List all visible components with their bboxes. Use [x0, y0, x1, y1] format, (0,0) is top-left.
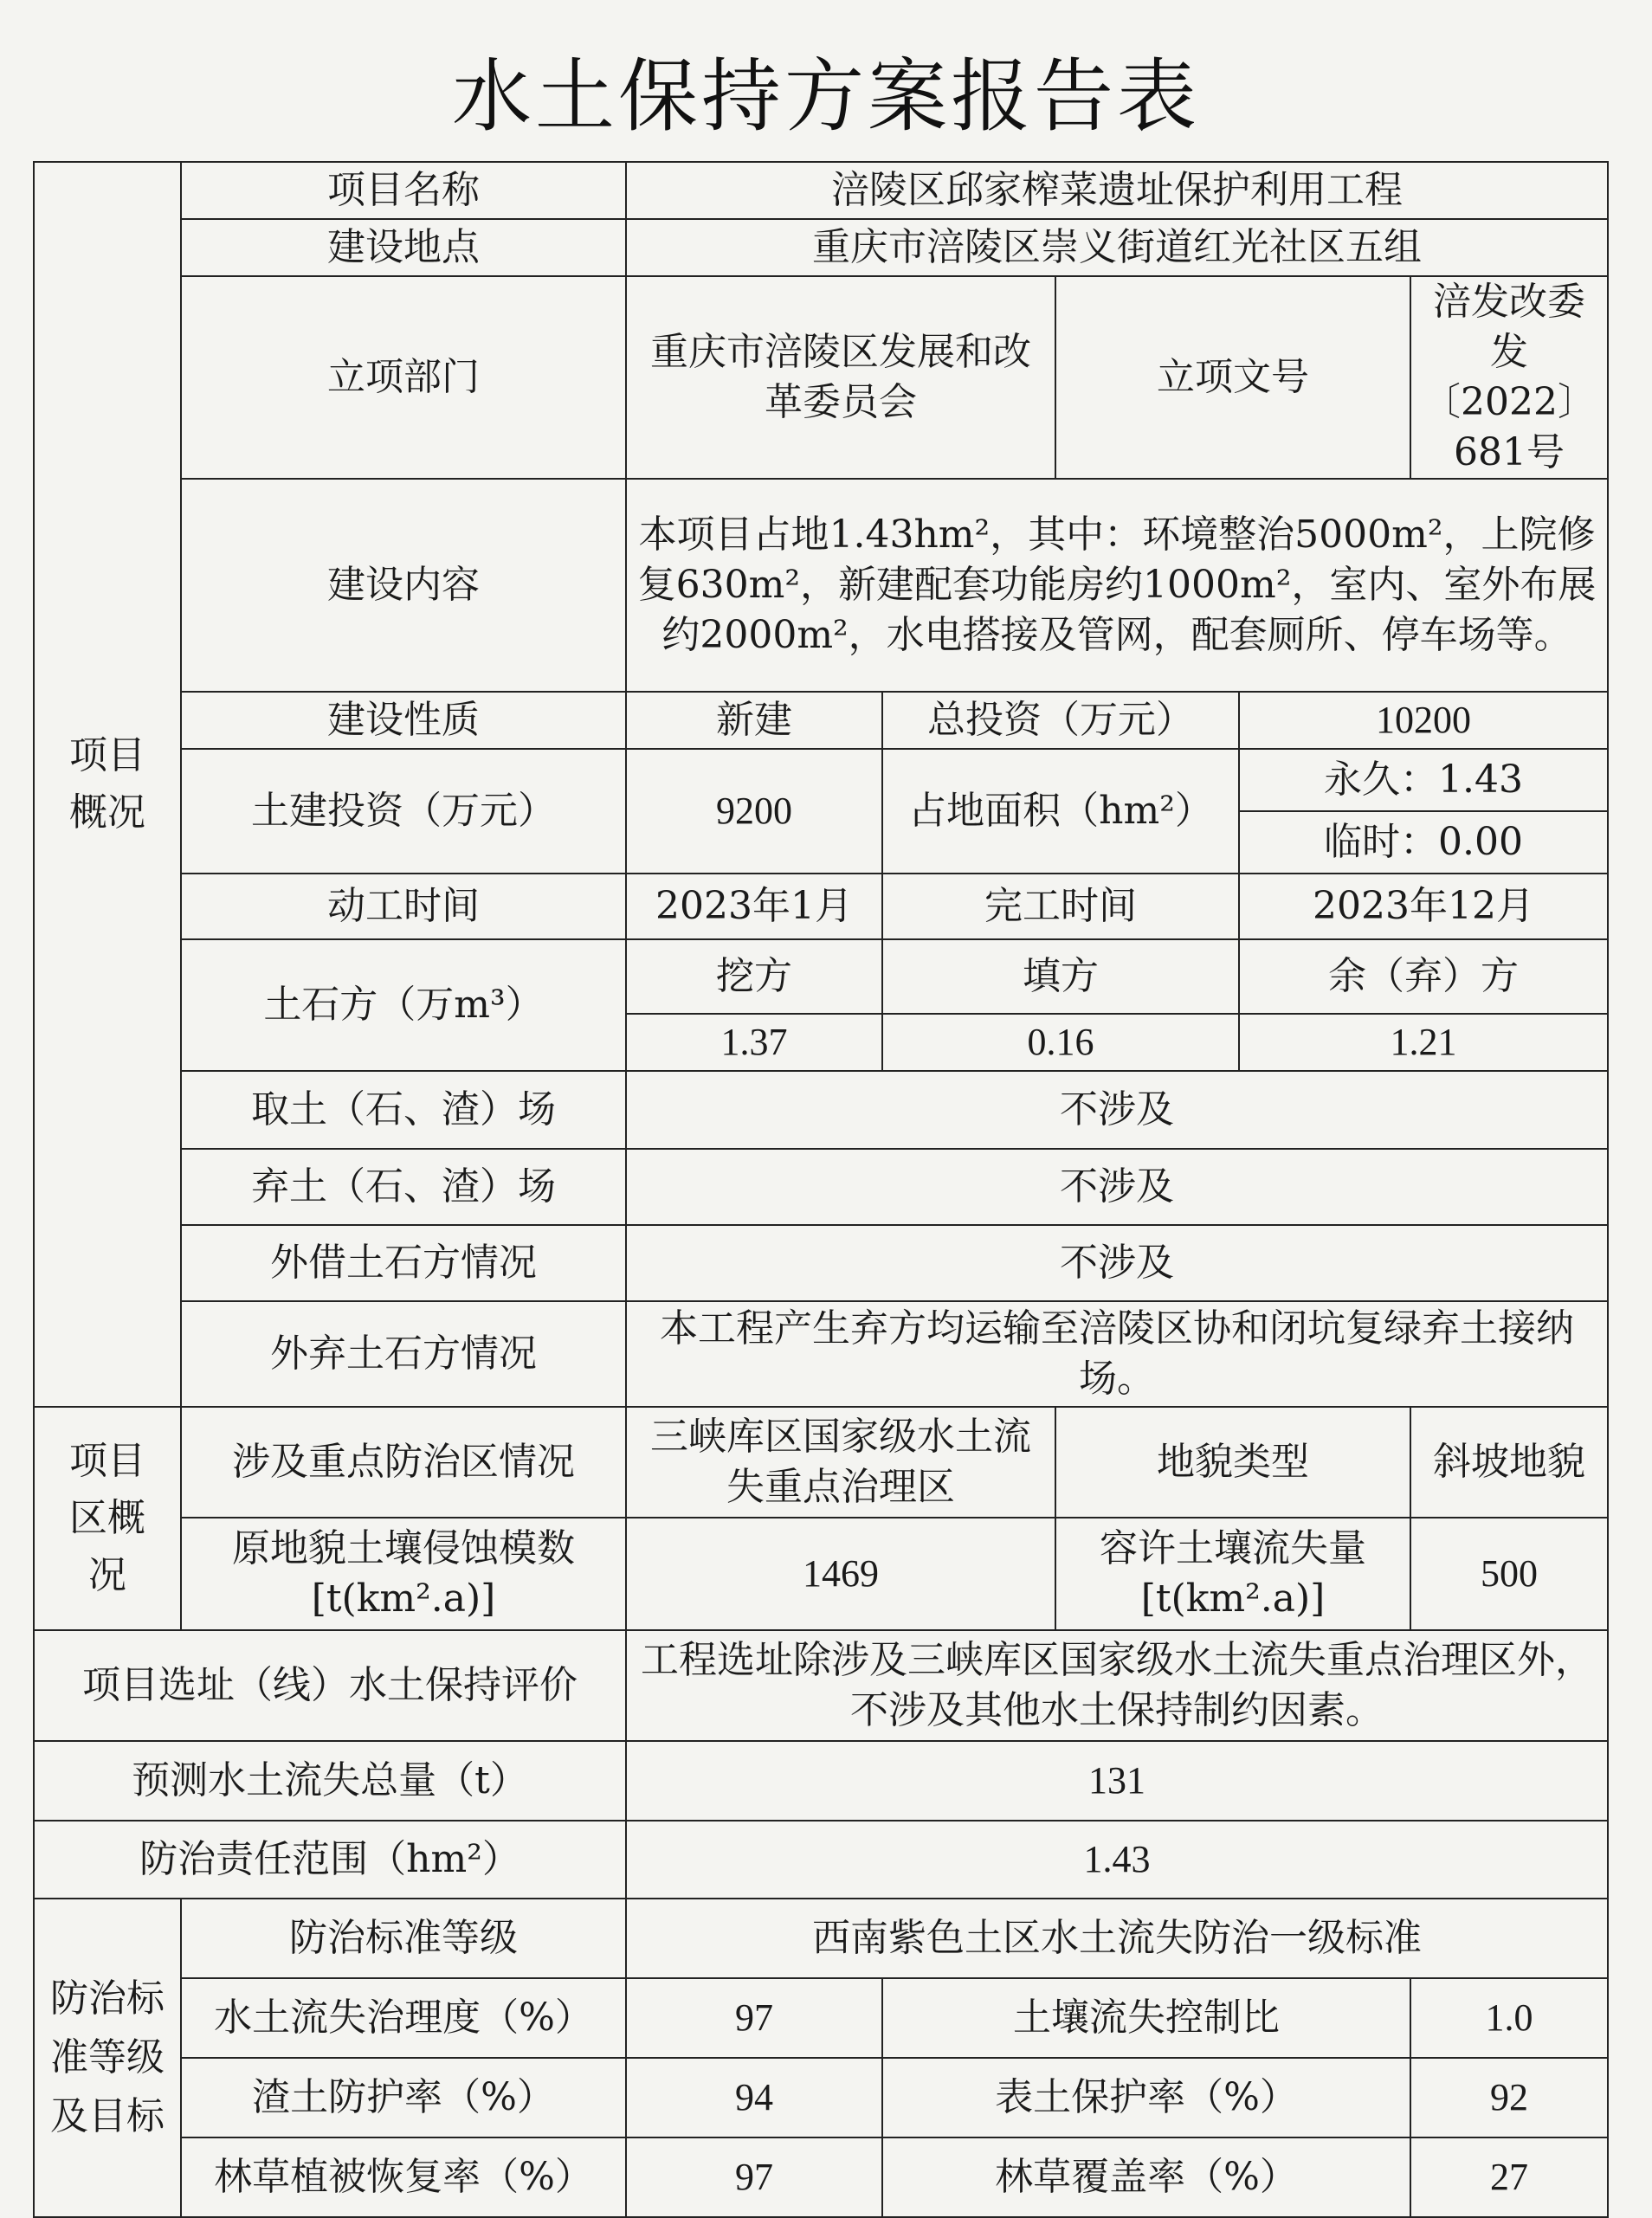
row-nature: [34, 692, 1608, 749]
grade-label: 防治标准等级: [181, 1899, 626, 1978]
dept-label: 立项部门: [181, 276, 626, 479]
topsoil-label: 表土保护率（%）: [882, 2058, 1410, 2137]
end-value: 2023年12月: [1239, 874, 1608, 939]
location-label: 建设地点: [181, 219, 626, 276]
end-label: 完工时间: [882, 874, 1239, 939]
start-label: 动工时间: [181, 874, 626, 939]
ext-borrow-label: 外借土石方情况: [181, 1225, 626, 1301]
borrow-site-value: 不涉及: [626, 1071, 1608, 1149]
row-borrow-site: [34, 1071, 1608, 1149]
row-erosion: [34, 1518, 1608, 1630]
civil-invest-value: 9200: [626, 749, 882, 874]
row-dump-site: [34, 1149, 1608, 1225]
row-schedule: [34, 874, 1608, 939]
erosion-value: 1469: [626, 1518, 1055, 1630]
grade-value: 西南紫色土区水土流失防治一级标准: [626, 1899, 1608, 1978]
row-grade: [34, 1899, 1608, 1978]
fill-value: 0.16: [882, 1014, 1239, 1071]
spoil-label: 余（弃）方: [1239, 939, 1608, 1014]
earthwork-label: 土石方（万m³）: [181, 939, 626, 1071]
location-value: 重庆市涪陵区崇义街道红光社区五组: [626, 219, 1608, 276]
content-label: 建设内容: [181, 479, 626, 692]
control-degree-label: 水土流失治理度（%）: [181, 1978, 626, 2058]
fill-label: 填方: [882, 939, 1239, 1014]
key-zone-value: 三峡库区国家级水土流失重点治理区: [626, 1407, 1055, 1518]
dump-site-value: 不涉及: [626, 1149, 1608, 1225]
scope-value: 1.43: [626, 1821, 1608, 1899]
row-location: [34, 219, 1608, 276]
cut-value: 1.37: [626, 1014, 882, 1071]
area-temporary: 临时：0.00: [1239, 811, 1608, 874]
ext-dump-label: 外弃土石方情况: [181, 1301, 626, 1407]
row-civil-invest: [34, 749, 1608, 811]
predicted-loss-label: 预测水土流失总量（t）: [34, 1741, 626, 1821]
row-content: [34, 479, 1608, 692]
ext-dump-value: 本工程产生弃方均运输至涪陵区协和闭坑复绿弃土接纳场。: [626, 1301, 1608, 1407]
veg-restore-label: 林草植被恢复率（%）: [181, 2137, 626, 2217]
siting-label: 项目选址（线）水土保持评价: [34, 1630, 626, 1741]
nature-value: 新建: [626, 692, 882, 749]
landform-label: 地貌类型: [1055, 1407, 1410, 1518]
row-predicted-loss: [34, 1741, 1608, 1821]
slag-value: 94: [626, 2058, 882, 2137]
veg-restore-value: 97: [626, 2137, 882, 2217]
row-ext-borrow: [34, 1225, 1608, 1301]
row-slag: [34, 2058, 1608, 2137]
start-value: 2023年1月: [626, 874, 882, 939]
row-earthwork-header: [34, 939, 1608, 1014]
veg-cover-label: 林草覆盖率（%）: [882, 2137, 1410, 2217]
docno-label: 立项文号: [1055, 276, 1410, 479]
row-scope: [34, 1821, 1608, 1899]
scope-label: 防治责任范围（hm²）: [34, 1821, 626, 1899]
ext-borrow-value: 不涉及: [626, 1225, 1608, 1301]
allowable-value: 500: [1410, 1518, 1608, 1630]
slag-label: 渣土防护率（%）: [181, 2058, 626, 2137]
row-control-degree: [34, 1978, 1608, 2058]
row-ext-dump: [34, 1301, 1608, 1407]
landform-value: 斜坡地貌: [1410, 1407, 1608, 1518]
section-project-overview: 项目概况: [34, 162, 181, 1407]
row-siting: [34, 1630, 1608, 1741]
veg-cover-value: 27: [1410, 2137, 1608, 2217]
area-label: 占地面积（hm²）: [882, 749, 1239, 874]
project-name-value: 涪陵区邱家榨菜遗址保护利用工程: [626, 162, 1608, 219]
project-name-label: 项目名称: [181, 162, 626, 219]
row-vegetation: [34, 2137, 1608, 2217]
allowable-label: 容许土壤流失量[t(km².a)]: [1055, 1518, 1410, 1630]
control-degree-value: 97: [626, 1978, 882, 2058]
section-standards: 防治标准等级及目标: [34, 1899, 181, 2217]
nature-label: 建设性质: [181, 692, 626, 749]
key-zone-label: 涉及重点防治区情况: [181, 1407, 626, 1518]
docno-value: 涪发改委发〔2022〕681号: [1410, 276, 1608, 479]
area-permanent: 永久：1.43: [1239, 749, 1608, 811]
report-table: [33, 161, 1609, 2218]
content-value: 本项目占地1.43hm²，其中：环境整治5000m²，上院修复630m²，新建配套功能房约1000m²，室内、室外布展约2000m²，水电搭接及管网，配套厕所、停车场等。: [626, 479, 1608, 692]
page-title: 水土保持方案报告表: [451, 50, 1200, 143]
total-invest-value: 10200: [1239, 692, 1608, 749]
borrow-site-label: 取土（石、渣）场: [181, 1071, 626, 1149]
siting-value: 工程选址除涉及三峡库区国家级水土流失重点治理区外，不涉及其他水土保持制约因素。: [626, 1630, 1608, 1741]
cut-label: 挖方: [626, 939, 882, 1014]
civil-invest-label: 土建投资（万元）: [181, 749, 626, 874]
row-key-zone: [34, 1407, 1608, 1518]
dump-site-label: 弃土（石、渣）场: [181, 1149, 626, 1225]
spoil-value: 1.21: [1239, 1014, 1608, 1071]
soil-loss-ratio-label: 土壤流失控制比: [882, 1978, 1410, 2058]
erosion-label: 原地貌土壤侵蚀模数[t(km².a)]: [181, 1518, 626, 1630]
dept-value: 重庆市涪陵区发展和改革委员会: [626, 276, 1055, 479]
soil-loss-ratio-value: 1.0: [1410, 1978, 1608, 2058]
topsoil-value: 92: [1410, 2058, 1608, 2137]
row-department: [34, 276, 1608, 479]
predicted-loss-value: 131: [626, 1741, 1608, 1821]
section-area-overview: 项目区概况: [34, 1407, 181, 1630]
total-invest-label: 总投资（万元）: [882, 692, 1239, 749]
row-project-name: [34, 162, 1608, 219]
